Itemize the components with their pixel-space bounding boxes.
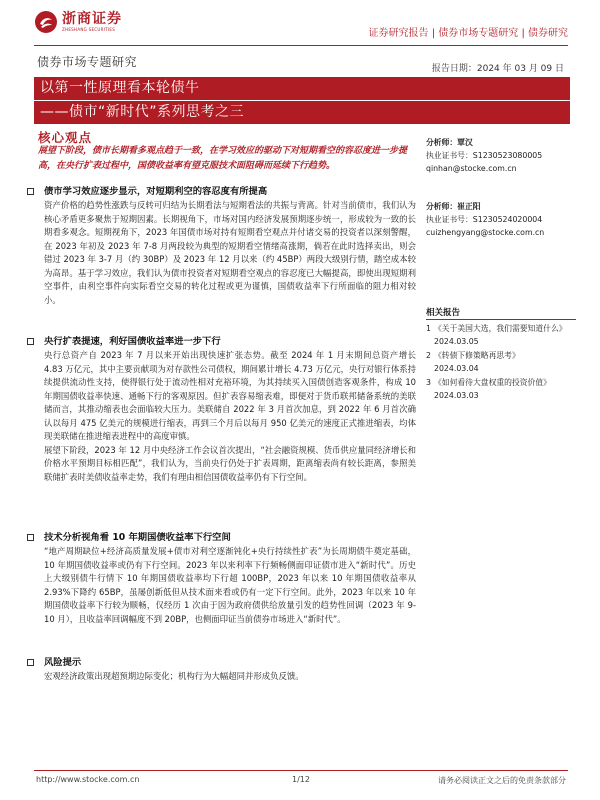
logo-name-cn: 浙商证券 [62, 11, 122, 27]
core-view-heading: 核心观点 [38, 130, 93, 145]
related-report-item[interactable]: 3 《如何看待大盘权重的投资价值》 2024.03.03 [426, 378, 551, 400]
section-heading: 风险提示 [44, 656, 416, 669]
related-reports-heading: 相关报告 [426, 308, 461, 318]
related-report-item[interactable]: 2 《转债下修策略再思考》 2024.03.04 [426, 351, 520, 373]
section-risk [44, 656, 416, 684]
report-subtitle: ——债市“新时代”系列思考之三 [34, 101, 570, 124]
report-type-label: 债券市场专题研究 [37, 55, 138, 69]
related-report-title: 《关于美国大选，我们需要知道什么》 [434, 324, 567, 333]
report-title: 以第一性原理看本轮债牛 [34, 77, 570, 100]
related-divider [426, 319, 576, 320]
section-body: 宏观经济政策出现超预期边际变化；机构行为大幅超同并形成负反馈。 [44, 671, 304, 681]
square-bullet-icon [27, 659, 34, 666]
related-report-date: 2024.03.04 [434, 364, 479, 373]
section-body-continued: 展望下阶段，2023 年 12 月中央经济工作会议首次提出，“社会融资规模、货币供应量同经济增长和价格水平预期目标相匹配”，我们认为，当前央行仍处于扩表周期，距离缩表尚有较长距离，参照美联储扩表时美债收益率走势，我们有理由相信国债收益率仍有下行空间。 [44, 444, 416, 482]
square-bullet-icon [27, 338, 34, 345]
analyst-email[interactable]: qinhan@stocke.com.cn [426, 164, 517, 173]
logo-name-en: ZHESHANG SECURITIES [62, 27, 116, 32]
section-heading: 债市学习效应逐步显示，对短期利空的容忍度有所提高 [44, 185, 416, 198]
analyst-name: 分析师：覃汉 [426, 138, 473, 147]
section-body: “地产周期缺位+经济高质量发展+债市对利空逐渐钝化+央行持续性扩表”为长周期债牛奠定基础，10 年期国债收益率或仍有下行空间。2023 年以来利率下行频畅侧面印证债市进入“新时代”。历史上大级别债牛行情下 10 年期国债收益率均下行超 100BP，2023 年以来 10 年期国债收益率从 2.93%下降约 65BP，虽屡创新低但从技术面来看或仍有一定下行空间。此外，2023 年以来 10 年期国债收益率下行较为顺畅，仅经历 1 次由于因为政府债供给放量引发的趋势性回调（2023 年 9-10 月），且收益率回调幅度不到 20BP，也侧面印证当前债券市场进入“新时代”。 [44, 546, 416, 624]
report-date: 报告日期：2024 年 03 月 09 日 [431, 64, 564, 74]
section-learning-effect [44, 185, 416, 307]
section-body: 央行总资产自 2023 年 7 月以来开始出现快速扩张态势。截至 2024 年 1 月末期间总资产增长 4.83 万亿元，其中主要贡献项为对存款性公司债权，期间累计增长 4.73 万亿元，央行对银行体系持续提供流动性支持，使得银行处于流动性相对充裕环境，为其持续买入国债创造客观条件，构成 10 年期国债收益率快速、通畅下行的客观原因。但扩表容易缩表难，即便对于货币联邦储备系统的美联储而言，其推动缩表也会面临较大压力。美联储自 2022 年 3 月首次加息，到 2022 年 6 月首次确认以每月 475 亿美元的规模进行缩表，再到三个月后以每月 950 亿美元的速度正式推进缩表，均体现美联储在推进缩表进程中的高度审慎。 [44, 350, 416, 441]
footer-disclaimer: 请务必阅读正文之后的免责条款部分 [438, 776, 566, 785]
section-heading: 技术分析视角看 10 年期国债收益率下行空间 [44, 531, 416, 544]
header-divider [34, 45, 568, 46]
analyst-card [426, 200, 576, 239]
report-category-links: 证券研究报告 | 债券市场专题研究 | 债券研究 [368, 28, 568, 39]
section-heading: 央行扩表提速，利好国债收益率进一步下行 [44, 335, 416, 348]
square-bullet-icon [27, 534, 34, 541]
analyst-cert: 执业证书号：S1230524020004 [426, 215, 543, 224]
related-reports-list [426, 322, 576, 403]
related-report-date: 2024.03.05 [434, 337, 479, 346]
analyst-email[interactable]: cuizhengyang@stocke.com.cn [426, 228, 545, 237]
analyst-cert: 执业证书号：S1230523080005 [426, 151, 543, 160]
core-view-text: 展望下阶段，债市长期看多观点趋于一致，在学习效应的驱动下对短期看空的容忍度进一步提高，在央行扩表过程中，国债收益率有望克服技术面阻碍而延续下行趋势。 [38, 146, 408, 171]
section-technical-analysis [44, 531, 416, 626]
related-report-item[interactable]: 1 《关于美国大选，我们需要知道什么》 2024.03.05 [426, 324, 567, 346]
footer-url[interactable]: http://www.stocke.com.cn [36, 775, 140, 784]
analyst-card [426, 136, 576, 175]
page-footer [34, 770, 568, 788]
section-central-bank [44, 335, 416, 484]
page-number: 1/12 [292, 775, 310, 784]
section-body: 资产价格的趋势性涨跌与反转可归结为长期看法与短期看法的共振与背离。针对当前债市，我们认为核心矛盾更多聚焦于短期因素。长期视角下，市场对国内经济发展预期逐步统一，形成较为一致的长期看多观念。短期视角下，2023 年国债市场对持有短期看空观点并付诸交易的投资者以深刻警醒，在 2023 年初及 2023 年 7-8 月两段较为典型的短期看空情绪高涨期，倘若在此时选择卖出，则会错过 2023 年 3-7 月（约 30BP）及 2023 年 12 月以来（约 45BP）两段大级别行情，踏空成本较为高昂。基于学习效应，我们认为债市投资者对短期看空观点的容忍度已大幅提高，即使出现短期利空事件，由利空事件向实际看空交易的转化过程或更为谨慎，国债收益率下行所面临的阻力相对较小。 [44, 200, 416, 305]
brand-logo [34, 10, 122, 34]
related-report-title: 《如何看待大盘权重的投资价值》 [434, 378, 551, 387]
square-bullet-icon [27, 188, 34, 195]
related-report-title: 《转债下修策略再思考》 [434, 351, 520, 360]
related-report-date: 2024.03.03 [434, 391, 479, 400]
analyst-name: 分析师：崔正阳 [426, 202, 481, 211]
zheshang-logo-icon [34, 10, 58, 34]
page-header [0, 0, 600, 48]
